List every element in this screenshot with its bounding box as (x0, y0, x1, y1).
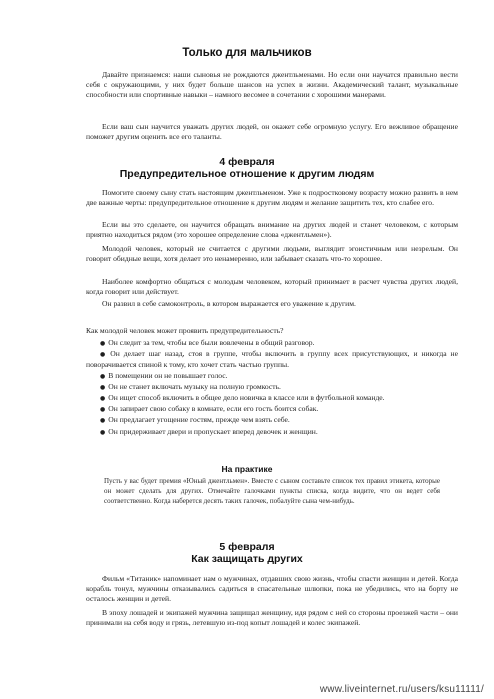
consideration-list (86, 338, 458, 438)
bullet-icon: ● (100, 428, 106, 436)
section-title-boys-only: Только для мальчиков (182, 47, 312, 59)
section-title-protect-others: Как защищать других (191, 553, 303, 565)
footer-url: www.liveinternet.ru/users/ksu11111/ (319, 684, 484, 695)
section-title-consideration: Предупредительное отношение к другим людям (119, 168, 375, 180)
list-item: ● Он не станет включать музыку на полную громкость. (100, 381, 281, 391)
paragraph-selfish: Молодой человек, который не считается с другими людьми, выглядит эгоистичным или незрелым. Он говорит обидные вещи, хотя делает это ненамеренно, или забывает сказать что-то хорошее. (86, 244, 458, 264)
paragraph-self-control: Он развил в себе самоконтроль, в котором выражается его уважение к другим. (102, 299, 356, 308)
question-line: Как молодой человек может проявить предупредительность? (86, 326, 284, 335)
paragraph-intro: Давайте признаемся: наши сыновья не рождаются джентльменами. Но если они научатся правильно вести себя с окружающими, у них будет больше шансов на успех в жизни. Академический талант, музыкальные способности или спортивные навыки – намного весомее в сочетании с хорошими манерами. (86, 70, 458, 100)
date-feb-4: 4 февраля (219, 156, 275, 168)
paragraph-titanic: Фильм «Титаник» напоминает нам о мужчинах, отдавших свою жизнь, чтобы спасти женщин и детей. Когда корабль тонул, мужчины отказывались садиться в спасательные шлюпки, пока не убедились, что на борту не осталось женщин и детей. (86, 574, 458, 604)
list-item: ● Он запирает свою собаку в комнате, если его гость боится собак. (100, 404, 319, 414)
paragraph-if-you-do: Если вы это сделаете, он научится обращать внимание на других людей и станет человеком, с которым приятно находиться рядом (это хорошее определение слова «джентльмен»). (86, 220, 458, 240)
list-item: ● Он предлагает угощение гостям, прежде чем взять себе. (100, 415, 290, 425)
bullet-icon: ● (100, 383, 106, 391)
bullet-icon: ● (100, 406, 106, 414)
list-item: ● Он следит за тем, чтобы все были вовлечены в общий разговор. (100, 338, 315, 347)
bullet-icon: ● (100, 340, 106, 347)
in-practice-box: Пусть у вас будет премия «Юный джентльмен». Вместе с сыном составьте список тех правил этикета, которые он может сделать для других. Отмечайте галочками пункты списка, когда видите, что он ведет себя соответственно. Когда наберется десять таких галочек, побалуйте сына чем-нибудь. (104, 477, 440, 505)
bullet-icon: ● (100, 351, 108, 359)
date-feb-5: 5 февраля (219, 541, 275, 553)
list-item: ● Он ищет способ включить в общее дело новичка в классе или в футбольной команде. (100, 393, 385, 403)
bullet-icon: ● (100, 417, 106, 425)
paragraph-carriages: В эпоху лошадей и экипажей мужчина защищал женщину, идя рядом с ней со стороны проезжей части – они принимали на себя воду и грязь, летевшую из-под копыт лошадей и колес экипажей. (86, 608, 458, 628)
in-practice-title: На практике (221, 464, 273, 474)
paragraph-respect: Если ваш сын научится уважать других людей, он окажет себе огромную услугу. Его вежливое обращение поможет другим оценить все его таланты. (86, 122, 458, 142)
bullet-icon: ● (100, 372, 106, 380)
paragraph-help-son: Помогите своему сыну стать настоящим джентльменом. Уже к подростковому возрасту можно развить в нем две важные черты: предупредительное отношение к другим людям и желание защитить тех, кто слабее его. (86, 188, 458, 208)
bullet-icon: ● (100, 395, 106, 403)
list-item: ● В помещении он не повышает голос. (100, 370, 228, 380)
paragraph-comfortable: Наиболее комфортно общаться с молодым человеком, который принимает в расчет чувства других людей, когда говорит или действует. (86, 277, 458, 297)
list-item: ● Он придерживает двери и пропускает вперед девочек и женщин. (100, 426, 318, 436)
list-item: ● Он делает шаг назад, стоя в группе, чтобы включить в группу всех присутствующих, и никогда не поворачивается спиной к тому, кто хочет стать частью группы. (86, 349, 458, 370)
